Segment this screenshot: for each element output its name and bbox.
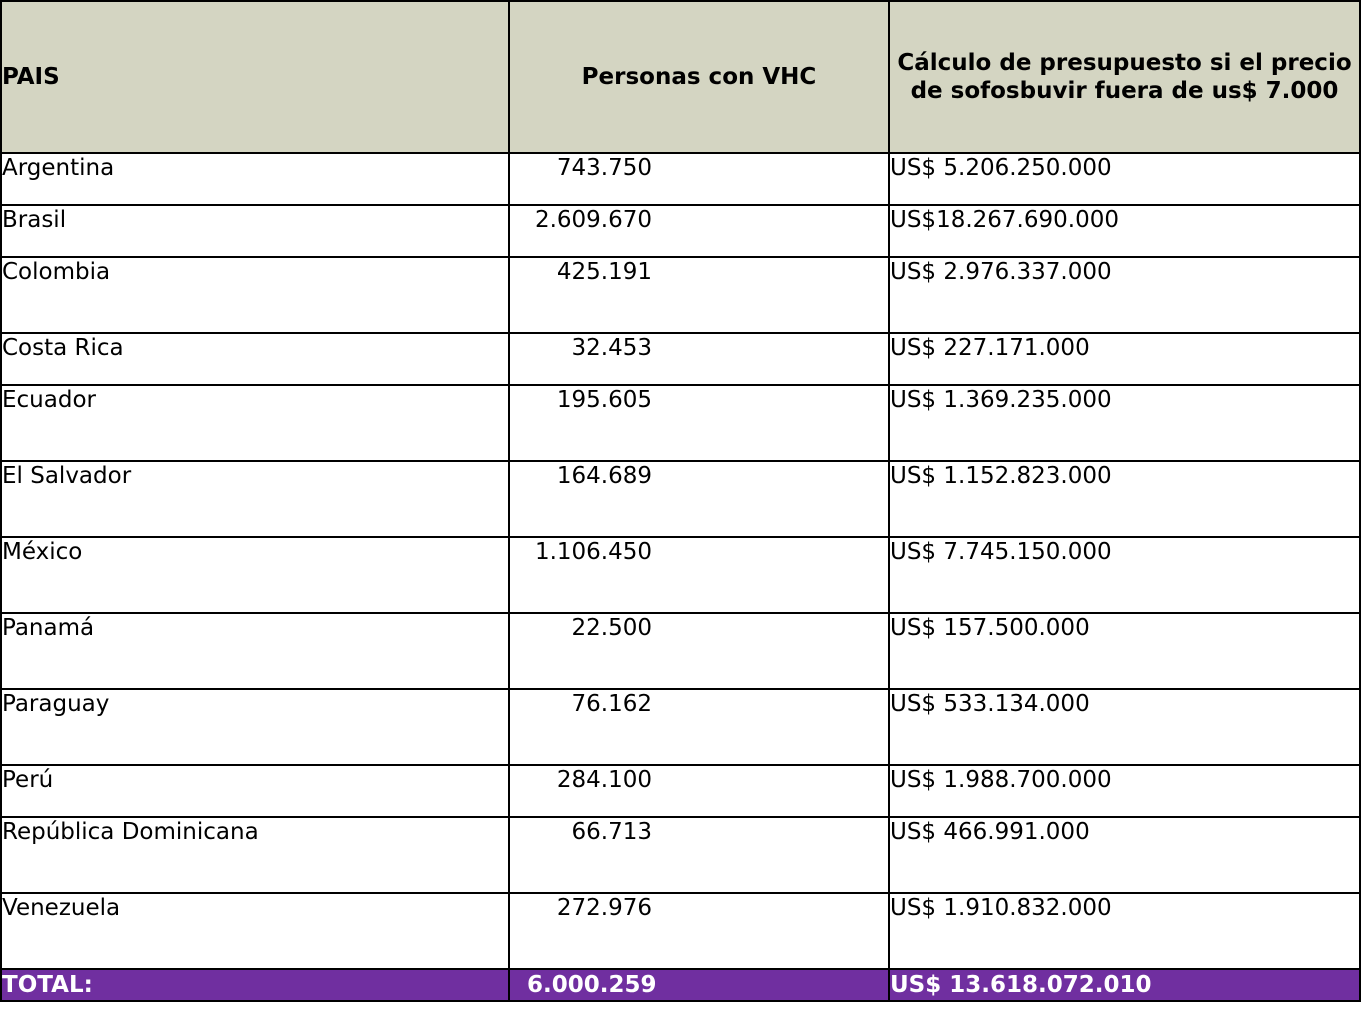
people-value: 32.453 — [571, 335, 652, 361]
country-cell: Perú — [1, 765, 509, 817]
budget-cell: US$ 7.745.150.000 — [889, 537, 1360, 613]
budget-cell: US$ 466.991.000 — [889, 817, 1360, 893]
budget-cell: US$ 157.500.000 — [889, 613, 1360, 689]
table-row — [1, 689, 1360, 765]
budget-cell: US$ 1.988.700.000 — [889, 765, 1360, 817]
people-value: 164.689 — [556, 463, 652, 489]
table-row — [1, 385, 1360, 461]
budget-cell: US$ 533.134.000 — [889, 689, 1360, 765]
people-cell — [509, 537, 889, 613]
country-cell: Brasil — [1, 205, 509, 257]
table-row — [1, 153, 1360, 205]
people-cell — [509, 461, 889, 537]
country-cell: Argentina — [1, 153, 509, 205]
people-cell — [509, 817, 889, 893]
header-people-with-hcv: Personas con VHC — [509, 1, 889, 153]
table-row — [1, 893, 1360, 969]
country-cell: Costa Rica — [1, 333, 509, 385]
people-cell — [509, 257, 889, 333]
table-row — [1, 461, 1360, 537]
people-cell — [509, 205, 889, 257]
total-row — [1, 969, 1360, 1001]
budget-cell: US$ 2.976.337.000 — [889, 257, 1360, 333]
header-row — [1, 1, 1360, 153]
people-cell — [509, 765, 889, 817]
budget-cell: US$ 1.369.235.000 — [889, 385, 1360, 461]
budget-cell: US$ 1.152.823.000 — [889, 461, 1360, 537]
country-cell: Panamá — [1, 613, 509, 689]
table-row — [1, 613, 1360, 689]
people-value: 1.106.450 — [534, 539, 652, 565]
people-value: 195.605 — [556, 387, 652, 413]
country-cell: Ecuador — [1, 385, 509, 461]
people-cell — [509, 613, 889, 689]
people-cell — [509, 153, 889, 205]
people-cell — [509, 333, 889, 385]
people-value: 76.162 — [571, 691, 652, 717]
people-value: 425.191 — [556, 259, 652, 285]
people-cell — [509, 689, 889, 765]
country-cell: Venezuela — [1, 893, 509, 969]
country-cell: El Salvador — [1, 461, 509, 537]
country-cell: México — [1, 537, 509, 613]
table-row — [1, 333, 1360, 385]
people-value: 284.100 — [556, 767, 652, 793]
people-value: 2.609.670 — [534, 207, 652, 233]
budget-cell: US$ 227.171.000 — [889, 333, 1360, 385]
header-country: PAIS — [1, 1, 509, 153]
country-cell: República Dominicana — [1, 817, 509, 893]
table-row — [1, 537, 1360, 613]
header-budget-calculation: Cálculo de presupuesto si el precio de sofosbuvir fuera de us$ 7.000 — [889, 1, 1360, 153]
total-people: 6.000.259 — [509, 969, 889, 1001]
people-cell — [509, 385, 889, 461]
country-cell: Colombia — [1, 257, 509, 333]
total-budget: US$ 13.618.072.010 — [889, 969, 1360, 1001]
total-label: TOTAL: — [1, 969, 509, 1001]
budget-cell: US$ 1.910.832.000 — [889, 893, 1360, 969]
people-cell — [509, 893, 889, 969]
country-cell: Paraguay — [1, 689, 509, 765]
people-value: 22.500 — [571, 615, 652, 641]
table-row — [1, 817, 1360, 893]
table-row — [1, 765, 1360, 817]
budget-cell: US$ 5.206.250.000 — [889, 153, 1360, 205]
table-row — [1, 257, 1360, 333]
budget-cell: US$18.267.690.000 — [889, 205, 1360, 257]
people-value: 743.750 — [556, 155, 652, 181]
people-value: 66.713 — [571, 819, 652, 845]
people-value: 272.976 — [556, 895, 652, 921]
table-row — [1, 205, 1360, 257]
